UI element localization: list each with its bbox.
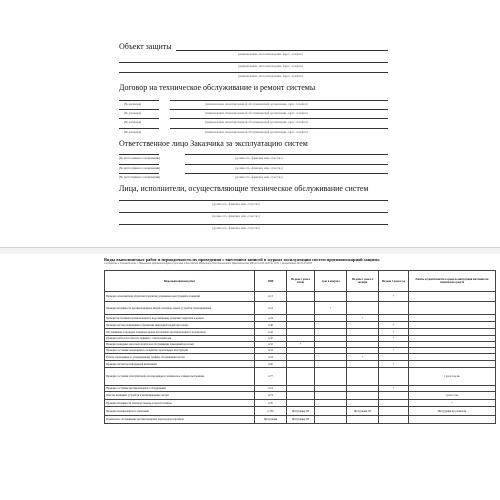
responsible-person-line[interactable] [185, 173, 388, 174]
cell-work[interactable]: Проверка исправности электроустановок и средств защиты [105, 400, 255, 407]
cell-ppr[interactable]: п.35 [255, 400, 287, 407]
contract-caption: (наименование лицензированной обслуживающей организации, адрес, телефон) [205, 120, 308, 124]
cell-halfyear[interactable]: Инструкция СП [347, 407, 379, 416]
cell-work[interactable]: Проверка источников противопожарного водоснабжения, пожарных гидрантов и кранов [105, 315, 255, 322]
cell-quarterly[interactable] [315, 361, 347, 368]
cell-halfyear[interactable]: + [347, 354, 379, 361]
cell-halfyear[interactable] [347, 400, 379, 407]
cell-ppr[interactable]: п.53 [255, 348, 287, 354]
cell-quarterly[interactable] [315, 292, 347, 302]
form-page-top [0, 0, 500, 247]
cell-ppr[interactable]: п.42 [255, 329, 287, 336]
contract-number-line[interactable] [119, 100, 159, 101]
cell-work[interactable]: Проверка состояния огнезащитного покрытия строительных конструкций [105, 348, 255, 354]
table-row [105, 400, 496, 407]
executor-line[interactable] [119, 224, 388, 225]
cell-yearly[interactable] [379, 400, 409, 407]
cell-work[interactable]: Техническое обслуживание противопожарных перегородок и проёмов [105, 416, 255, 424]
cell-yearly[interactable] [379, 392, 409, 400]
col-header-instruction: Работы осуществляются в сроки по инструкции изготовителя технических средств [409, 271, 496, 292]
table-header-row [105, 271, 496, 292]
contract-org-line[interactable] [170, 128, 388, 129]
cell-halfyear[interactable] [347, 292, 379, 302]
table-row [105, 407, 496, 416]
responsible-order-line[interactable] [119, 173, 159, 174]
cell-yearly[interactable] [379, 368, 409, 386]
cell-yearly[interactable]: + [379, 292, 409, 302]
table-row [105, 315, 496, 322]
cell-instruction[interactable] [409, 416, 496, 424]
cell-work[interactable]: Проверка огнезащитной обработки (пропитки) деревянных конструкций и покрытий [105, 292, 255, 302]
cell-ppr[interactable]: п.13 [255, 292, 287, 302]
contract-number-line[interactable] [119, 128, 159, 129]
cell-halfyear[interactable] [347, 416, 379, 424]
cell-instruction[interactable] [409, 322, 496, 329]
cell-instruction[interactable] [409, 354, 496, 361]
executor-line[interactable] [119, 200, 388, 201]
cell-work[interactable]: Проверка работоспособности задвижек с электроприводом [105, 336, 255, 342]
cell-halfyear[interactable] [347, 322, 379, 329]
cell-quarterly[interactable] [315, 400, 347, 407]
works-subtitle: Составлено в соответствии с Правилами противопожарного режима в Российской Федерации, Постановлением Правительства РФ от 16.09.2020 № 1479, с изменениями от 01.03.2025 [104, 262, 313, 265]
cell-yearly[interactable]: + [379, 348, 409, 354]
cell-instruction[interactable]: 1 раз в год, кв. [409, 368, 496, 386]
works-title: Виды выполняемых работ и периодичность их проведения с внесением записей в журнал эксплуатации систем противопожарной защиты [104, 257, 380, 262]
cell-instruction[interactable] [409, 315, 496, 322]
cell-monthly[interactable]: + [287, 342, 315, 348]
cell-work[interactable]: Проверка молниезащиты и заземления [105, 407, 255, 416]
cell-yearly[interactable]: + [379, 329, 409, 336]
cell-monthly[interactable] [287, 292, 315, 302]
cell-work[interactable]: Проверка состояния противопожарного оборудования [105, 386, 255, 392]
cell-ppr[interactable]: п.130 [255, 407, 287, 416]
responsible-caption: (должность, фамилия, имя, отчество) [235, 175, 283, 179]
cell-monthly[interactable] [287, 368, 315, 386]
cell-quarterly[interactable] [315, 329, 347, 336]
table-row [105, 354, 496, 361]
col-header-ppr: ППР [255, 271, 287, 292]
cell-halfyear[interactable] [347, 392, 379, 400]
table-row [105, 329, 496, 336]
object-caption: (наименование, местонахождение, адрес, телефон) [238, 64, 303, 68]
cell-quarterly[interactable]: + [315, 302, 347, 315]
contract-number-line[interactable] [119, 118, 159, 119]
responsible-person-line[interactable] [185, 154, 388, 155]
contract-label: (№ договора) [124, 120, 142, 124]
col-header-quarterly: 1 раз в квартал [315, 271, 347, 292]
cell-yearly[interactable] [379, 302, 409, 315]
table-row [105, 361, 496, 368]
cell-quarterly[interactable] [315, 368, 347, 386]
contract-org-line[interactable] [170, 109, 388, 110]
responsible-order-line[interactable] [119, 164, 159, 165]
cell-work[interactable]: Проверка систем противодымной вентиляции [105, 361, 255, 368]
cell-quarterly[interactable] [315, 315, 347, 322]
contract-label: (№ договора) [124, 102, 142, 106]
executors-heading: Лица, исполнители, осуществляющие техническое обслуживание систем [119, 184, 369, 193]
cell-monthly[interactable] [287, 392, 315, 400]
cell-instruction[interactable]: Инструкция изготовителя [409, 407, 496, 416]
cell-quarterly[interactable] [315, 416, 347, 424]
cell-instruction[interactable] [409, 329, 496, 336]
cell-ppr[interactable]: п.38 [255, 322, 287, 329]
cell-ppr[interactable]: п.60 [255, 361, 287, 368]
table-row [105, 368, 496, 386]
responsible-label: (№ листа приказа о назначении) [119, 156, 161, 160]
cell-work[interactable]: Проверка состояния огнетушителей, их перезарядка и техническое освидетельствование [105, 368, 255, 386]
cell-monthly[interactable] [287, 361, 315, 368]
col-header-halfyear: Не реже 1 раза в 6 месяцев [347, 271, 379, 292]
col-header-monthly: Не реже 1 раза в месяц [287, 271, 315, 292]
cell-halfyear[interactable] [347, 361, 379, 368]
cell-halfyear[interactable] [347, 329, 379, 336]
table-body [105, 292, 496, 424]
cell-ppr[interactable]: Инструкция [255, 416, 287, 424]
object-caption: (наименование, местонахождение, адрес, телефон) [238, 52, 303, 56]
cell-ppr[interactable]: п.52 [255, 342, 287, 348]
object-heading: Объект защиты [119, 42, 172, 51]
cell-monthly[interactable] [287, 322, 315, 329]
cell-monthly[interactable] [287, 315, 315, 322]
cell-quarterly[interactable] [315, 322, 347, 329]
contract-org-line[interactable] [170, 100, 388, 101]
cell-work[interactable]: Проверка пожарных насосных агрегатов и обслуживание помещений насосных [105, 342, 255, 348]
executor-line[interactable] [119, 212, 388, 213]
contract-heading: Договор на техническое обслуживание и ремонт системы [119, 83, 316, 92]
cell-instruction[interactable] [409, 361, 496, 368]
table-row [105, 392, 496, 400]
cell-monthly[interactable]: Инструкция СП [287, 407, 315, 416]
object-line[interactable] [119, 72, 388, 73]
cell-ppr[interactable]: п.50 [255, 336, 287, 342]
executor-caption: (должность, фамилия, имя, отчество) [212, 214, 260, 218]
object-line[interactable] [119, 62, 388, 63]
cell-yearly[interactable]: + [379, 336, 409, 342]
cell-monthly[interactable] [287, 400, 315, 407]
cell-instruction[interactable] [409, 292, 496, 302]
cell-ppr[interactable]: п.14 [255, 302, 287, 315]
cell-monthly[interactable] [287, 302, 315, 315]
cell-halfyear[interactable] [347, 302, 379, 315]
cell-halfyear[interactable] [347, 368, 379, 386]
cell-yearly[interactable] [379, 315, 409, 322]
cell-yearly[interactable]: + [379, 322, 409, 329]
cell-instruction[interactable]: + [409, 400, 496, 407]
cell-yearly[interactable] [379, 354, 409, 361]
contract-number-line[interactable] [119, 109, 159, 110]
cell-monthly[interactable]: Инструкция СП [287, 416, 315, 424]
contract-caption: (наименование лицензированной обслуживающей организации, адрес, телефон) [205, 102, 308, 106]
cell-quarterly[interactable] [315, 354, 347, 361]
object-line[interactable] [176, 50, 388, 51]
table-row [105, 302, 496, 315]
cell-quarterly[interactable] [315, 392, 347, 400]
col-header-work: Виды выполняемых работ [105, 271, 255, 292]
contract-caption: (наименование лицензированной обслуживающей организации, адрес, телефон) [205, 111, 308, 115]
cell-work[interactable]: Очистка вытяжных устройств и вентиляционных систем [105, 392, 255, 400]
contract-caption: (наименование лицензированной обслуживающей организации, адрес, телефон) [205, 130, 308, 134]
cell-work[interactable]: Проверка систем оповещения и управления эвакуацией людей при пожаре [105, 322, 255, 329]
cell-yearly[interactable]: + [379, 361, 409, 368]
cell-monthly[interactable] [287, 329, 315, 336]
col-header-yearly: Не реже 1 раза в год [379, 271, 409, 292]
cell-quarterly[interactable] [315, 407, 347, 416]
responsible-label: (№ листа приказа о назначении) [119, 166, 161, 170]
responsible-label: (№ листа приказа о назначении) [119, 175, 161, 179]
cell-yearly[interactable]: + [379, 386, 409, 392]
table-row [105, 292, 496, 302]
works-table [104, 270, 496, 424]
cell-ppr[interactable]: п.74 [255, 392, 287, 400]
responsible-caption: (должность, фамилия, имя, отчество) [235, 156, 283, 160]
cell-ppr[interactable]: п.54 [255, 354, 287, 361]
cell-ppr[interactable]: п.13 [255, 386, 287, 392]
responsible-heading: Ответственное лицо Заказчика за эксплуатацию систем [119, 139, 308, 148]
cell-instruction[interactable]: 1 раз в 2 кв. [409, 392, 496, 400]
cell-instruction[interactable] [409, 302, 496, 315]
executor-caption: (должность, фамилия, имя, отчество) [212, 202, 260, 206]
cell-ppr[interactable]: п.24 [255, 315, 287, 322]
responsible-person-line[interactable] [185, 164, 388, 165]
responsible-order-line[interactable] [119, 154, 159, 155]
cell-ppr[interactable]: п.77 [255, 368, 287, 386]
contract-org-line[interactable] [170, 118, 388, 119]
executor-caption: (должность, фамилия, имя, отчество) [212, 226, 260, 230]
table-row [105, 322, 496, 329]
contract-label: (№ договора) [124, 111, 142, 115]
responsible-caption: (должность, фамилия, имя, отчество) [235, 166, 283, 170]
cell-halfyear[interactable]: + [347, 315, 379, 322]
object-caption: (наименование, местонахождение, адрес, телефон) [238, 74, 303, 78]
cell-yearly[interactable] [379, 407, 409, 416]
cell-yearly[interactable] [379, 416, 409, 424]
table-row [105, 416, 496, 424]
cell-work[interactable]: Работы, проводимые по утвержденному графику обслуживания систем [105, 354, 255, 361]
cell-work[interactable]: Обслуживание и проверка пожарных кранов внутреннего противопожарного водопровода [105, 329, 255, 336]
cell-work[interactable]: Проверка исправности противопожарных дверей, клапанов, люков, устройств самозакрывания [105, 302, 255, 315]
contract-label: (№ договора) [124, 130, 142, 134]
cell-monthly[interactable] [287, 354, 315, 361]
